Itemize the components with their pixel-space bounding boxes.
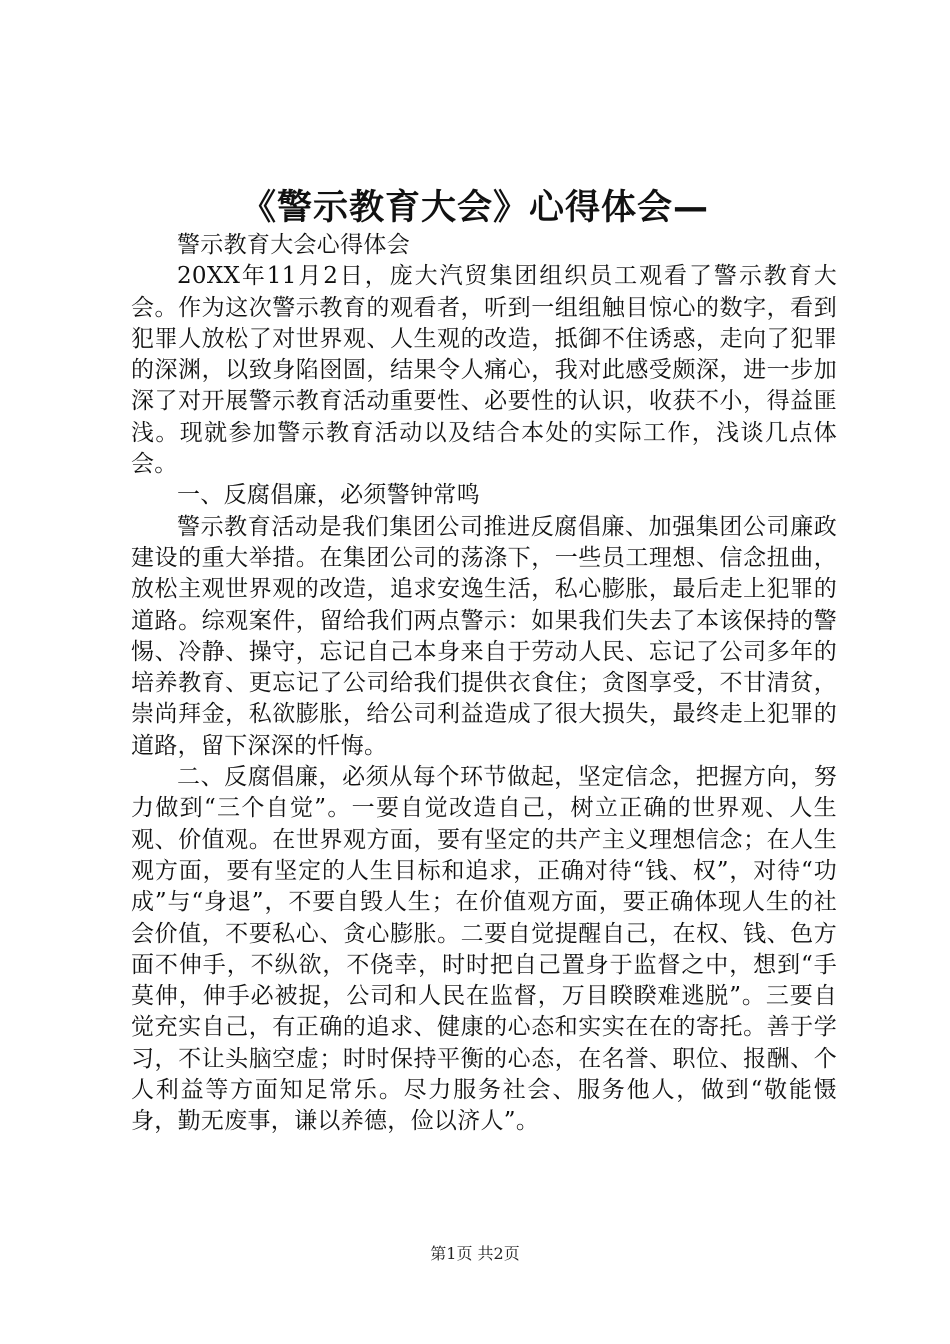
paragraph-subtitle: 警示教育大会心得体会 [177,232,410,258]
document-body [131,230,837,1138]
page-number-footer: 第1页 共2页 [430,1244,520,1263]
paragraph-section-one: 警示教育活动是我们集团公司推进反腐倡廉、加强集团公司廉政建设的重大举措。在集团公司的荡涤下，一些员工理想、信念扭曲，放松主观世界观的改造，追求安逸生活，私心膨胀，最后走上犯罪的道路。综观案件，留给我们两点警示：如果我们失去了本该保持的警惕、冷静、操守，忘记自己本身来自于劳动人民、忘记了公司多年的培养教育、更忘记了公司给我们提供衣食住；贪图享受，不甘清贫，崇尚拜金，私欲膨胀，给公司利益造成了很大损失，最终走上犯罪的道路，留下深深的忏悔。 [131,513,837,759]
paragraph-intro: 20XX年11月2日，庞大汽贸集团组织员工观看了警示教育大会。作为这次警示教育的观看者，听到一组组触目惊心的数字，看到犯罪人放松了对世界观、人生观的改造，抵御不住诱惑，走向了犯罪的深渊，以致身陷囹圄，结果令人痛心，我对此感受颇深，进一步加深了对开展警示教育活动重要性、必要性的认识，收获不小，得益匪浅。现就参加警示教育活动以及结合本处的实际工作，浅谈几点体会。 [131,263,837,478]
paragraph-section-two: 二、反腐倡廉，必须从每个环节做起，坚定信念，把握方向，努力做到“三个自觉”。一要自觉改造自己，树立正确的世界观、人生观、价值观。在世界观方面，要有坚定的共产主义理想信念；在人生观方面，要有坚定的人生目标和追求，正确对待“钱、权”，对待“功成”与“身退”，不要自毁人生；在价值观方面，要正确体现人生的社会价值，不要私心、贪心膨胀。二要自觉提醒自己，在权、钱、色方面不伸手，不纵欲，不侥幸，时时把自己置身于监督之中，想到“手莫伸，伸手必被捉，公司和人民在监督，万目睽睽难逃脱”。三要自觉充实自己，有正确的追求、健康的心态和实实在在的寄托。善于学习，不让头脑空虚；时时保持平衡的心态，在名誉、职位、报酬、个人利益等方面知足常乐。尽力服务社会、服务他人，做到“敬能慑身，勤无废事，谦以养德，俭以济人”。 [131,764,837,1135]
paragraph-heading-one: 一、反腐倡廉，必须警钟常鸣 [177,482,480,509]
document-title: 《警示教育大会》心得体会— [240,188,709,228]
